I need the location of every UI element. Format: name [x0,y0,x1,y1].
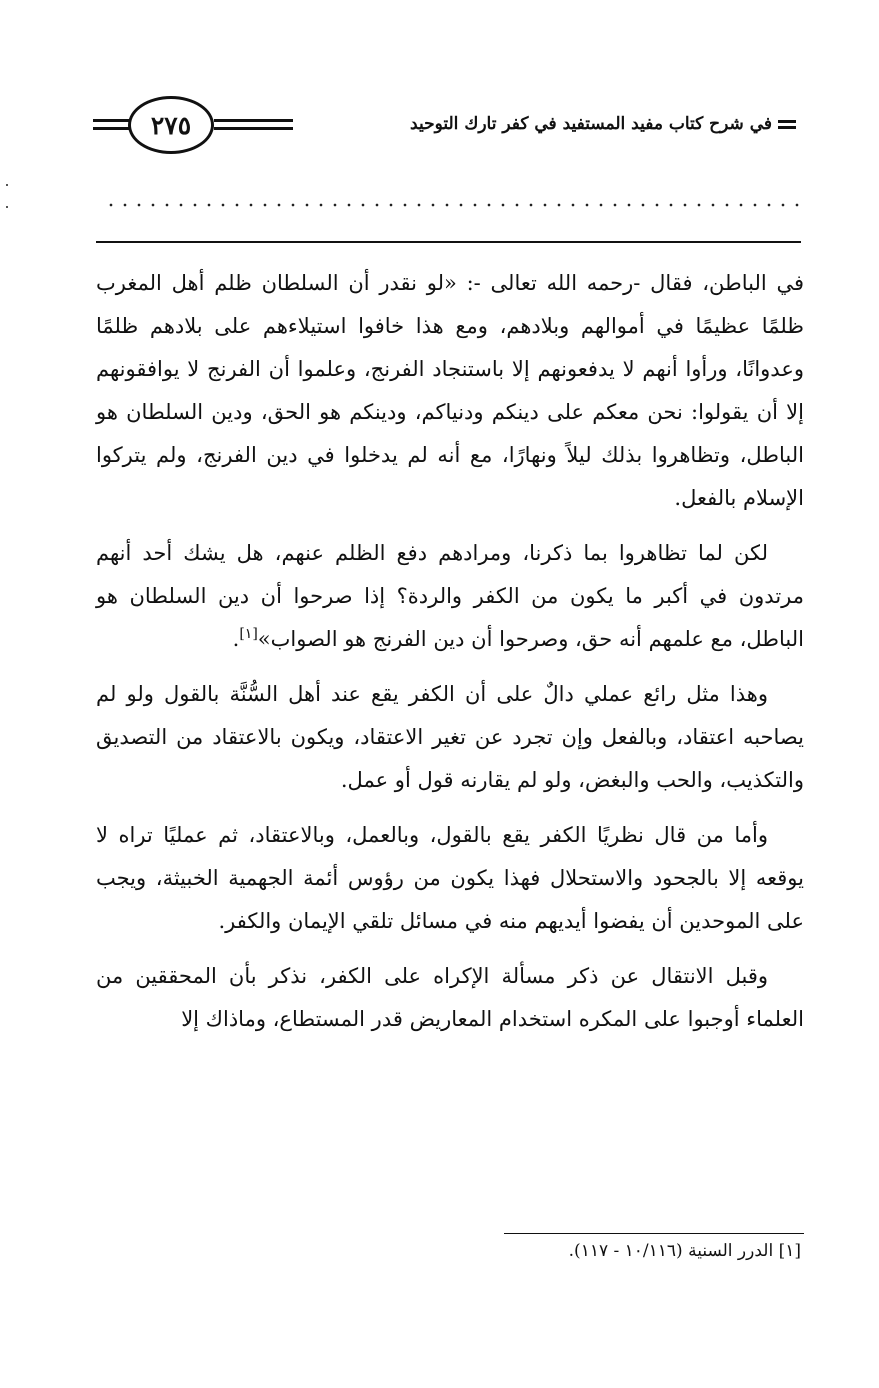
paragraph-2 [96,532,804,661]
page-number: ٢٧٥ [128,96,214,154]
footnote-reference: [١] [239,626,258,642]
footnote-divider [504,1233,804,1234]
page-header [0,0,879,170]
footnote: [١] الدرر السنية (١٠/١١٦ - ١١٧). [568,1241,801,1261]
header-rule [214,127,293,130]
header-divider [96,241,801,243]
header-rule [93,127,131,130]
paragraph-4: وأما من قال نظريًا الكفر يقع بالقول، وبالعمل، وبالاعتقاد، ثم عمليًا تراه لا يوقعه إلا بالجحود والاستحلال فهذا يكون من رؤوس أئمة الجهمية الخبيثة، ويجب على الموحدين أن يفضوا أيديهم منه في مسائل تلقي الإيمان والكفر. [96,823,804,933]
scan-mark [6,184,8,186]
paragraph-2-end: . [232,627,240,651]
paragraph-1: في الباطن، فقال -رحمه الله تعالى -: «لو نقدر أن السلطان ظلم أهل المغرب ظلمًا عظيمًا في أموالهم وبلادهم، ومع هذا خافوا استيلاءهم على بلادهم ظلمًا وعدوانًا، ورأوا أنهم لا يدفعونهم إلا باستنجاد الفرنج، وعلموا أن الفرنج لا يوافقونهم إلا أن يقولوا: نحن معكم على دينكم ودنياكم، ودينكم هو الحق، ودين السلطان هو الباطل، وتظاهروا بذلك ليلاً ونهارًا، مع أنه لم يدخلوا في دين الفرنج، ولم يتركوا الإسلام بالفعل. [96,271,804,510]
scan-mark [6,206,8,208]
paragraph-5: وقبل الانتقال عن ذكر مسألة الإكراه على الكفر، نذكر بأن المحققين من العلماء أوجبوا على المكره استخدام المعاريض قدر المستطاع، وماذاك إلا [96,964,804,1031]
book-title: في شرح كتاب مفيد المستفيد في كفر تارك التوحيد [410,114,772,134]
title-dash-icon [778,120,796,129]
paragraph-3: وهذا مثل رائع عملي دالٌ على أن الكفر يقع عند أهل السُّنَّة بالقول ولو لم يصاحبه اعتقاد، وبالفعل وإن تجرد عن تغير الاعتقاد، ويكون بالاعتقاد من التصديق والتكذيب، والحب والبغض، ولو لم يقارنه قول أو عمل. [96,682,804,792]
header-rule [214,119,293,122]
dotted-separator [104,198,804,212]
header-rule [93,119,131,122]
running-title [410,114,796,134]
main-text [96,262,804,1053]
paragraph-2-text: لكن لما تظاهروا بما ذكرنا، ومرادهم دفع الظلم عنهم، هل يشك أحد أنهم مرتدون في أكبر ما يكون من الكفر والردة؟ إذا صرحوا أن دين السلطان هو الباطل، مع علمهم أنه حق، وصرحوا أن دين الفرنج هو الصواب» [96,541,804,651]
